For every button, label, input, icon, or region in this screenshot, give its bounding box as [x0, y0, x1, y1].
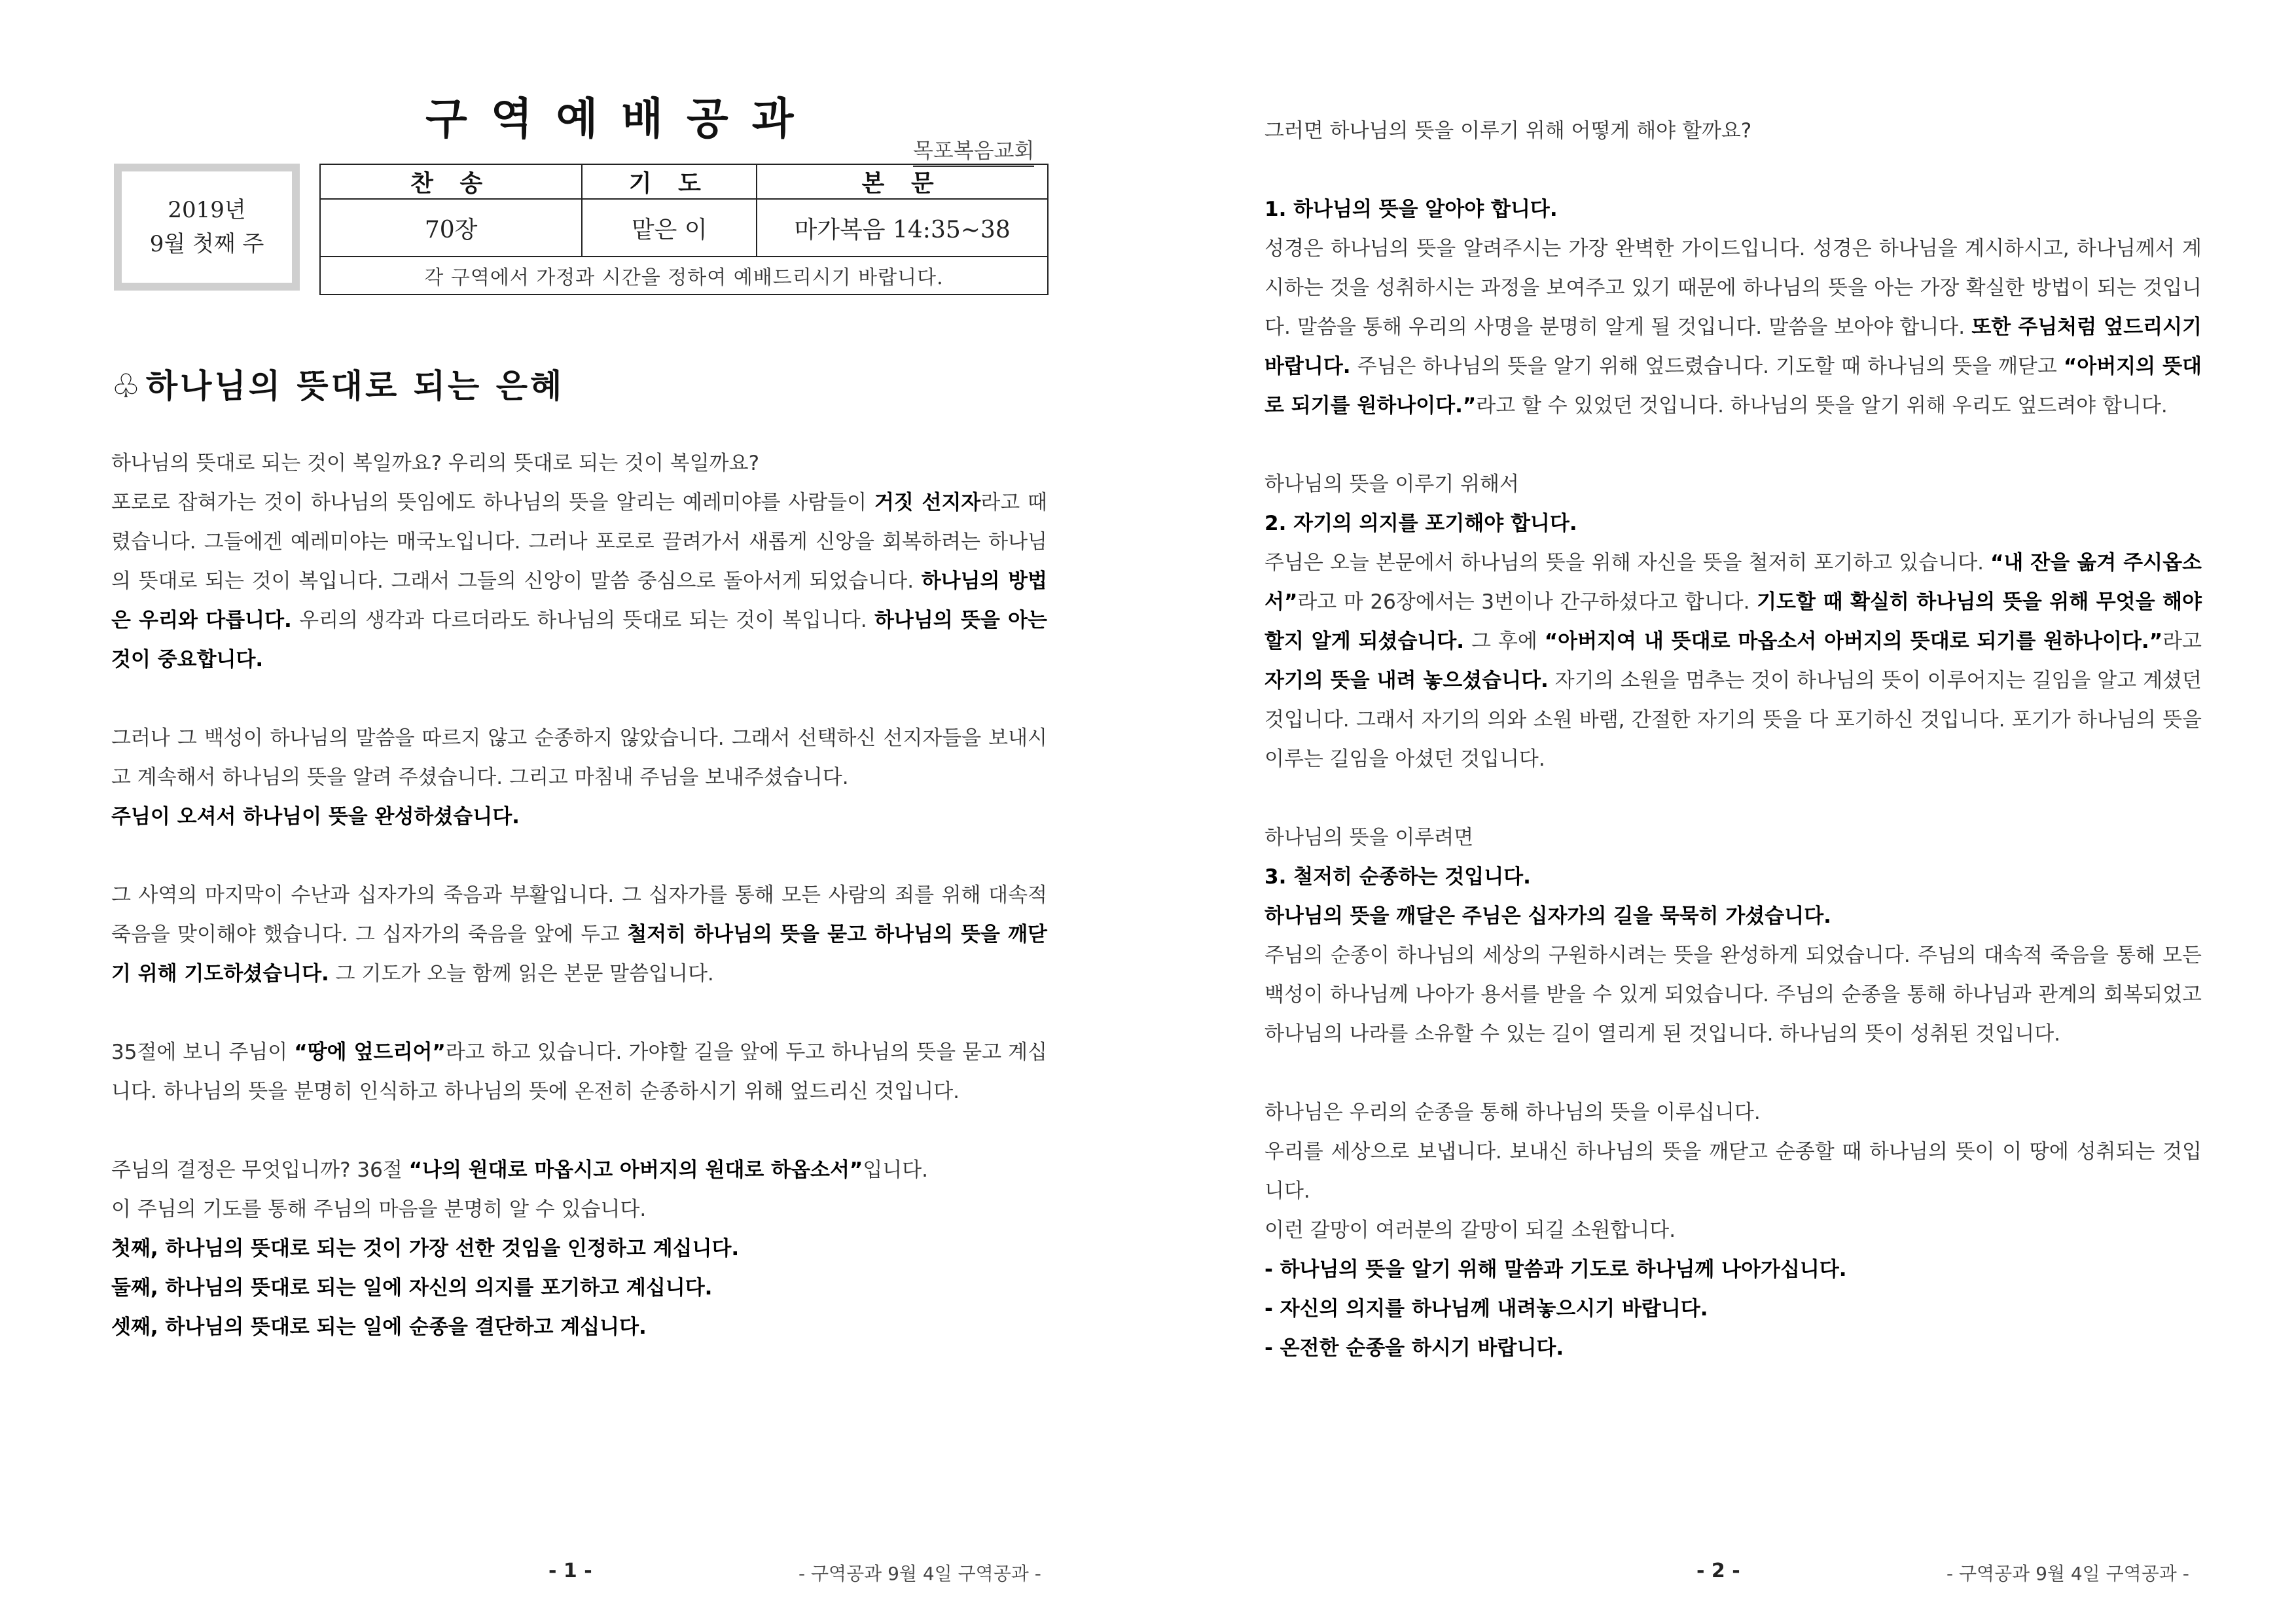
section-title-text: 하나님의 뜻대로 되는 은혜 [145, 367, 565, 405]
header-hymn: 찬 송 [320, 164, 582, 199]
clover-icon: ♧ [111, 367, 143, 405]
paragraph: 주님의 순종이 하나님의 세상의 구원하시려는 뜻을 완성하게 되었습니다. 주님의 대속적 죽음을 통해 모든 백성이 하나님께 나아가 용서를 받을 수 있게 되었습니다. 주님의 순종을 통해 하나님과 관계의 회복되었고 하나님의 나라를 소유할 수 있는 길이 열리게 된 것입니다. 하나님의 뜻이 성취된 것입니다. [1265, 944, 2202, 1046]
heading: 1. 하나님의 뜻을 알아야 합니다. [1265, 198, 1558, 221]
header-prayer: 기 도 [582, 164, 757, 199]
page-footer: - 구역공과 9월 4일 구역공과 - [1946, 1563, 2189, 1584]
paragraph: 우리를 세상으로 보냅니다. 보내신 하나님의 뜻을 깨닫고 순종할 때 하나님의 뜻이 이 땅에 성취되는 것입니다. [1265, 1140, 2202, 1203]
date-week: 9월 첫째 주 [149, 231, 264, 257]
table-header-row [320, 164, 1048, 199]
body-text-page-1 [111, 444, 1047, 1347]
page-title: 구역예배공과 [425, 94, 817, 144]
page-footer: - 구역공과 9월 4일 구역공과 - [798, 1563, 1041, 1584]
paragraph: 주님이 오셔서 하나님이 뜻을 완성하셨습니다. [111, 805, 520, 829]
worship-info-table [319, 164, 1049, 295]
paragraph: 그러나 그 백성이 하나님의 말씀을 따르지 않고 순종하지 않았습니다. 그래서 선택하신 선지자들을 보내시고 계속해서 하나님의 뜻을 알려 주셨습니다. 그리고 마침내 주님을 보내주셨습니다. [111, 726, 1047, 789]
paragraph: 하나님은 우리의 순종을 통해 하나님의 뜻을 이루십니다. [1265, 1101, 1761, 1124]
table-note: 각 구역에서 가정과 시간을 정하여 예배드리시기 바랍니다. [320, 257, 1048, 294]
heading: 2. 자기의 의지를 포기해야 합니다. [1265, 512, 1577, 535]
heading: 3. 철저히 순종하는 것입니다. [1265, 865, 1531, 889]
paragraph: 그러면 하나님의 뜻을 이루기 위해 어떻게 해야 할까요? [1265, 119, 1752, 143]
paragraph: 하나님의 뜻대로 되는 것이 복일까요? 우리의 뜻대로 되는 것이 복일까요? [111, 452, 760, 475]
page-number: - 1 - [548, 1560, 592, 1582]
paragraph: 주님의 결정은 무엇입니까? 36절 “나의 원대로 마옵시고 아버지의 원대로 하옵소서”입니다. [111, 1158, 929, 1182]
page-number: - 2 - [1696, 1560, 1740, 1582]
list-item: - 온전한 순종을 하시기 바랍니다. [1265, 1336, 1564, 1360]
date-box [114, 164, 300, 291]
paragraph: 이 주님의 기도를 통해 주님의 마음을 분명히 알 수 있습니다. [111, 1198, 647, 1221]
header-scripture: 본 문 [757, 164, 1048, 199]
prayer-leader: 맡은 이 [582, 199, 757, 257]
paragraph: 포로로 잡혀가는 것이 하나님의 뜻임에도 하나님의 뜻을 알리는 예레미야를 사람들이 거짓 선지자라고 때렸습니다. 그들에겐 예레미야는 매국노입니다. 그러나 포로로 끌려가서 새롭게 신앙을 회복하려는 하나님의 뜻대로 되는 것이 복입니다. 그래서 그들의 신앙이 말씀 중심으로 돌아서게 되었습니다. 하나님의 방법은 우리와 다릅니다. 우리의 생각과 다르더라도 하나님의 뜻대로 되는 것이 복입니다. 하나님의 뜻을 아는 것이 중요합니다. [111, 491, 1048, 671]
list-item: 둘째, 하나님의 뜻대로 되는 일에 자신의 의지를 포기하고 계십니다. [111, 1276, 713, 1300]
paragraph: 이런 갈망이 여러분의 갈망이 되길 소원합니다. [1265, 1219, 1676, 1242]
list-item: - 자신의 의지를 하나님께 내려놓으시기 바랍니다. [1265, 1297, 1708, 1321]
list-item: 셋째, 하나님의 뜻대로 되는 일에 순종을 결단하고 계십니다. [111, 1315, 647, 1339]
table-note-row [320, 257, 1048, 294]
paragraph: 35절에 보니 주님이 “땅에 엎드리어”라고 하고 있습니다. 가야할 길을 앞에 두고 하나님의 뜻을 묻고 계십니다. 하나님의 뜻을 분명히 인식하고 하나님의 뜻에 온전히 순종하시기 위해 엎드리신 것입니다. [111, 1041, 1048, 1103]
paragraph: 하나님의 뜻을 깨달은 주님은 십자가의 길을 묵묵히 가셨습니다. [1265, 904, 1831, 928]
hymn-number: 70장 [320, 199, 582, 257]
table-value-row [320, 199, 1048, 257]
section-title [111, 360, 564, 407]
date-year: 2019년 [168, 197, 246, 223]
paragraph: 성경은 하나님의 뜻을 알려주시는 가장 완벽한 가이드입니다. 성경은 하나님을 계시하시고, 하나님께서 계시하는 것을 성취하시는 과정을 보여주고 있기 때문에 하나님의 뜻을 아는 가장 확실한 방법이 되는 것입니다. 말씀을 통해 우리의 사명을 분명히 알게 될 것입니다. 말씀을 보아야 합니다. 또한 주님처럼 엎드리시기 바랍니다. 주님은 하나님의 뜻을 알기 위해 엎드렸습니다. 기도할 때 하나님의 뜻을 깨닫고 “아버지의 뜻대로 되기를 원하나이다.”라고 할 수 있었던 것입니다. 하나님의 뜻을 알기 위해 우리도 엎드려야 합니다. [1265, 237, 2202, 418]
paragraph: 그 사역의 마지막이 수난과 십자가의 죽음과 부활입니다. 그 십자가를 통해 모든 사람의 죄를 위해 대속적 죽음을 맞이해야 했습니다. 그 십자가의 죽음을 앞에 두고 철저히 하나님의 뜻을 묻고 하나님의 뜻을 깨닫기 위해 기도하셨습니다. 그 기도가 오늘 함께 읽은 본문 말씀입니다. [111, 883, 1047, 986]
body-text-page-2 [1265, 111, 2202, 1368]
paragraph: 하나님의 뜻을 이루려면 [1265, 826, 1474, 849]
church-name: 목포복음교회 [913, 134, 1034, 167]
paragraph: 하나님의 뜻을 이루기 위해서 [1265, 473, 1519, 496]
list-item: 첫째, 하나님의 뜻대로 되는 것이 가장 선한 것임을 인정하고 계십니다. [111, 1237, 740, 1260]
list-item: - 하나님의 뜻을 알기 위해 말씀과 기도로 하나님께 나아가십니다. [1265, 1258, 1847, 1281]
scripture-reference: 마가복음 14:35~38 [757, 199, 1048, 257]
paragraph: 주님은 오늘 본문에서 하나님의 뜻을 위해 자신을 뜻을 철저히 포기하고 있습니다. “내 잔을 옮겨 주시옵소서”라고 마 26장에서는 3번이나 간구하셨다고 합니다. 기도할 때 확실히 하나님의 뜻을 위해 무엇을 해야 할지 알게 되셨습니다. 그 후에 “아버지여 내 뜻대로 마옵소서 아버지의 뜻대로 되기를 원하나이다.”라고 자기의 뜻을 내려 놓으셨습니다. 자기의 소원을 멈추는 것이 하나님의 뜻이 이루어지는 길임을 알고 계셨던 것입니다. 그래서 자기의 의와 소원 바램, 간절한 자기의 뜻을 다 포기하신 것입니다. 포기가 하나님의 뜻을 이루는 길임을 아셨던 것입니다. [1265, 551, 2202, 771]
